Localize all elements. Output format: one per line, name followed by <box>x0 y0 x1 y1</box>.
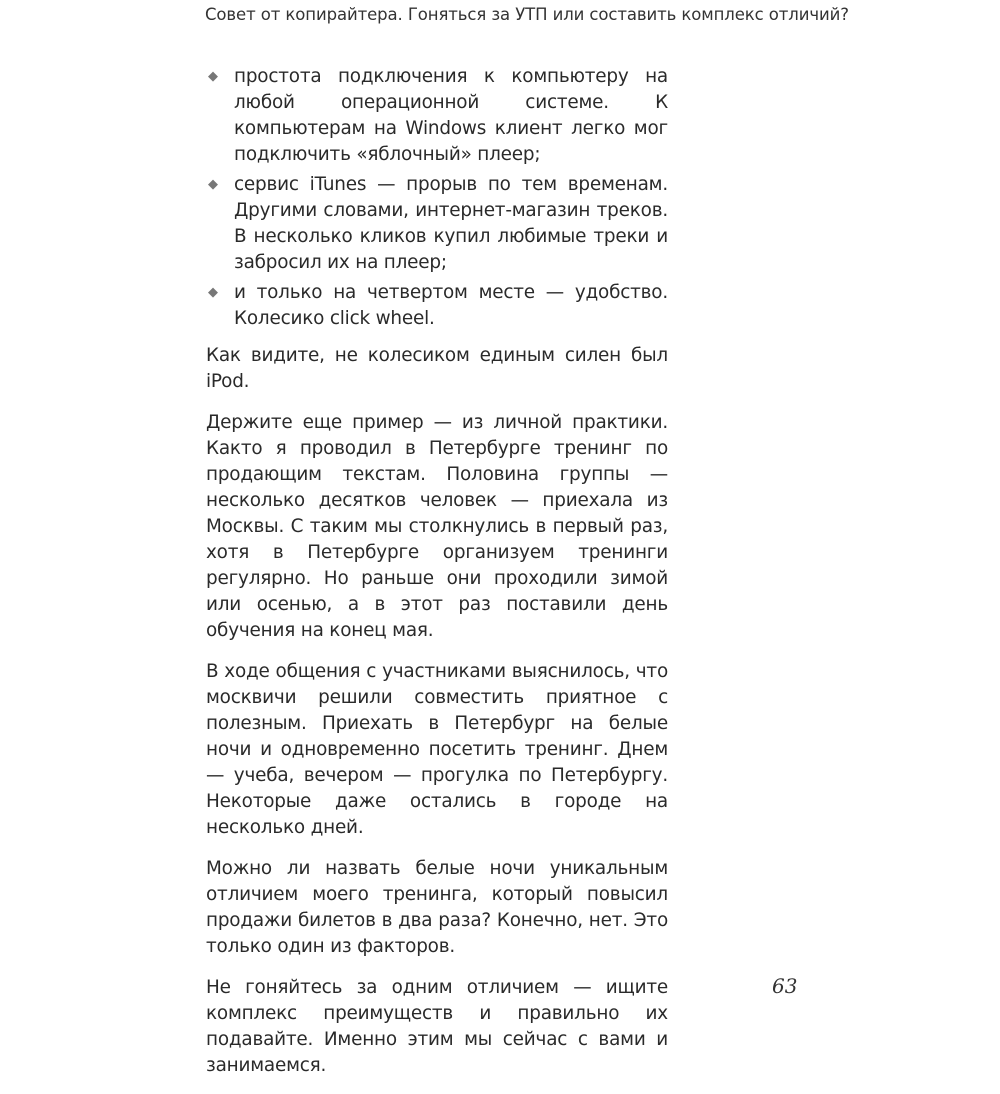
diamond-bullet-icon: ◆ <box>208 69 218 84</box>
paragraph-advice: Не гоняйтесь за одним отличием — ищите комплекс преимуществ и правильно их подавайте. Именно этим мы сейчас с вами и занимаемся. <box>206 977 668 1076</box>
list-item-text: простота подключения к компьютеру на любой операционной системе. К компьютерам на Windows клиент легко мог подключить «яблочный» плеер; <box>234 66 668 165</box>
list-item-text: и только на четвертом месте — удобство. Колесико click wheel. <box>234 282 668 329</box>
page-number: 63 <box>772 974 798 998</box>
paragraph-white-nights: В ходе общения с участниками выяснилось, что москвичи решили совместить приятное с полезным. Приехать в Петербург на белые ночи и одновременно посетить тренинг. Днем — учеба, вечером — прогулка по Петербургу. Некоторые даже остались в городе на несколько дней. <box>206 661 668 838</box>
list-item <box>206 172 668 276</box>
page-body <box>206 64 668 1094</box>
list-item <box>206 64 668 168</box>
paragraph-ipod-conclusion: Как видите, не колесиком единым силен был iPod. <box>206 345 668 392</box>
list-item-text: сервис iTunes — прорыв по тем временам. Другими словами, интернет-магазин треков. В несколько кликов купил любимые треки и забросил их на плеер; <box>234 174 668 273</box>
running-header: Совет от копирайтера. Гоняться за УТП или составить комплекс отличий? <box>205 5 849 24</box>
paragraph-question: Можно ли назвать белые ночи уникальным отличием моего тренинга, который повысил продажи билетов в два раза? Конечно, нет. Это только один из факторов. <box>206 858 668 957</box>
diamond-bullet-icon: ◆ <box>208 285 218 300</box>
paragraph-training-example: Держите еще пример — из личной практики. Както я проводил в Петербурге тренинг по продающим текстам. Половина группы — несколько десятков человек — приехала из Москвы. С таким мы столкнулись в первый раз, хотя в Петербурге организуем тренинги регулярно. Но раньше они проходили зимой или осенью, а в этот раз поставили день обучения на конец мая. <box>206 412 668 641</box>
bullet-list <box>206 64 668 332</box>
list-item <box>206 280 668 332</box>
diamond-bullet-icon: ◆ <box>208 177 218 192</box>
